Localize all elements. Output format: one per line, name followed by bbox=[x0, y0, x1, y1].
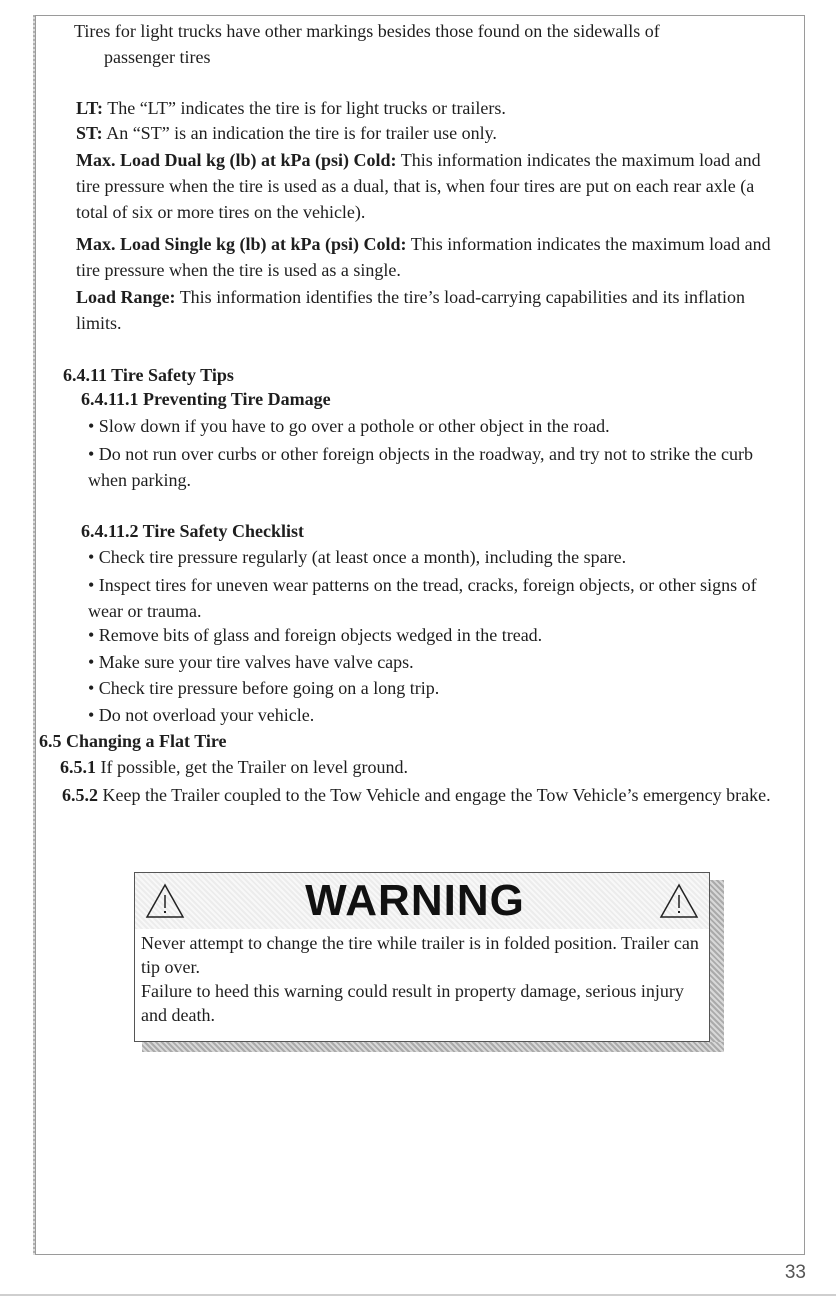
step-number: 6.5.2 bbox=[62, 785, 98, 805]
section-6-5-heading: 6.5 Changing a Flat Tire bbox=[39, 731, 227, 751]
bullet-item: • Do not run over curbs or other foreign objects in the roadway, and try not to strike the curb when parking. bbox=[88, 444, 753, 490]
step-6-5-2 bbox=[62, 782, 782, 808]
bullet-item: • Check tire pressure before going on a long trip. bbox=[88, 678, 440, 698]
warning-box bbox=[134, 872, 710, 1042]
section-6-4-11-1-heading: 6.4.11.1 Preventing Tire Damage bbox=[81, 389, 331, 409]
warning-shadow bbox=[710, 880, 724, 1050]
bullet-item: • Remove bits of glass and foreign objects wedged in the tread. bbox=[88, 625, 543, 645]
definition-term: Max. Load Single kg (lb) at kPa (psi) Cold: bbox=[76, 234, 407, 254]
bottom-rule bbox=[0, 1294, 836, 1296]
intro-line-1: Tires for light trucks have other markings besides those found on the sidewalls of bbox=[74, 21, 660, 41]
definition-text: This information identifies the tire’s load-carrying capabilities and its inflation limits. bbox=[76, 287, 746, 333]
warning-triangle-icon bbox=[659, 883, 699, 919]
definition-term: Load Range: bbox=[76, 287, 176, 307]
warning-text: Never attempt to change the tire while trailer is in folded position. Trailer can tip over. bbox=[141, 933, 699, 977]
definition-text: This information indicates the maximum load and tire pressure when the tire is used as a dual, that is, when four tires are put on each rear axle (a total of six or more tires on the vehicle). bbox=[76, 150, 761, 222]
section-6-4-11-2-heading: 6.4.11.2 Tire Safety Checklist bbox=[81, 521, 305, 541]
step-text: If possible, get the Trailer on level ground. bbox=[96, 757, 408, 777]
definition-load-range bbox=[76, 284, 788, 336]
definition-term: ST: bbox=[76, 123, 103, 143]
definition-lt bbox=[76, 97, 788, 120]
bullet-item: • Check tire pressure regularly (at least once a month), including the spare. bbox=[88, 547, 627, 567]
definition-text: The “LT” indicates the tire is for light trucks or trailers. bbox=[103, 98, 506, 118]
warning-shadow bbox=[142, 1042, 724, 1052]
definition-text: An “ST” is an indication the tire is for trailer use only. bbox=[102, 123, 497, 143]
bullet-item: • Slow down if you have to go over a pothole or other object in the road. bbox=[88, 416, 610, 436]
page-number: 33 bbox=[784, 1262, 806, 1283]
intro-line-2: passenger tires bbox=[104, 47, 211, 67]
definition-term: LT: bbox=[76, 98, 104, 118]
definition-text: This information indicates the maximum load and tire pressure when the tire is used as a single. bbox=[76, 234, 771, 280]
step-text: Keep the Trailer coupled to the Tow Vehicle and engage the Tow Vehicle’s emergency brake. bbox=[98, 785, 771, 805]
bullet-item: • Inspect tires for uneven wear patterns on the tread, cracks, foreign objects, or other signs of wear or trauma. bbox=[88, 575, 757, 621]
warning-triangle-icon bbox=[145, 883, 185, 919]
definition-max-load-single bbox=[76, 231, 788, 283]
step-number: 6.5.1 bbox=[60, 757, 96, 777]
warning-text: Failure to heed this warning could result in property damage, serious injury and death. bbox=[141, 981, 684, 1025]
warning-body bbox=[141, 931, 707, 1027]
bullet-item: • Do not overload your vehicle. bbox=[88, 705, 315, 725]
definition-term: Max. Load Dual kg (lb) at kPa (psi) Cold: bbox=[76, 150, 397, 170]
warning-title: WARNING bbox=[305, 876, 525, 925]
section-6-4-11-heading: 6.4.11 Tire Safety Tips bbox=[63, 365, 234, 385]
step-6-5-1 bbox=[60, 756, 408, 779]
definition-st bbox=[76, 122, 788, 145]
definition-max-load-dual bbox=[76, 147, 788, 225]
bullet-item: • Make sure your tire valves have valve caps. bbox=[88, 652, 414, 672]
